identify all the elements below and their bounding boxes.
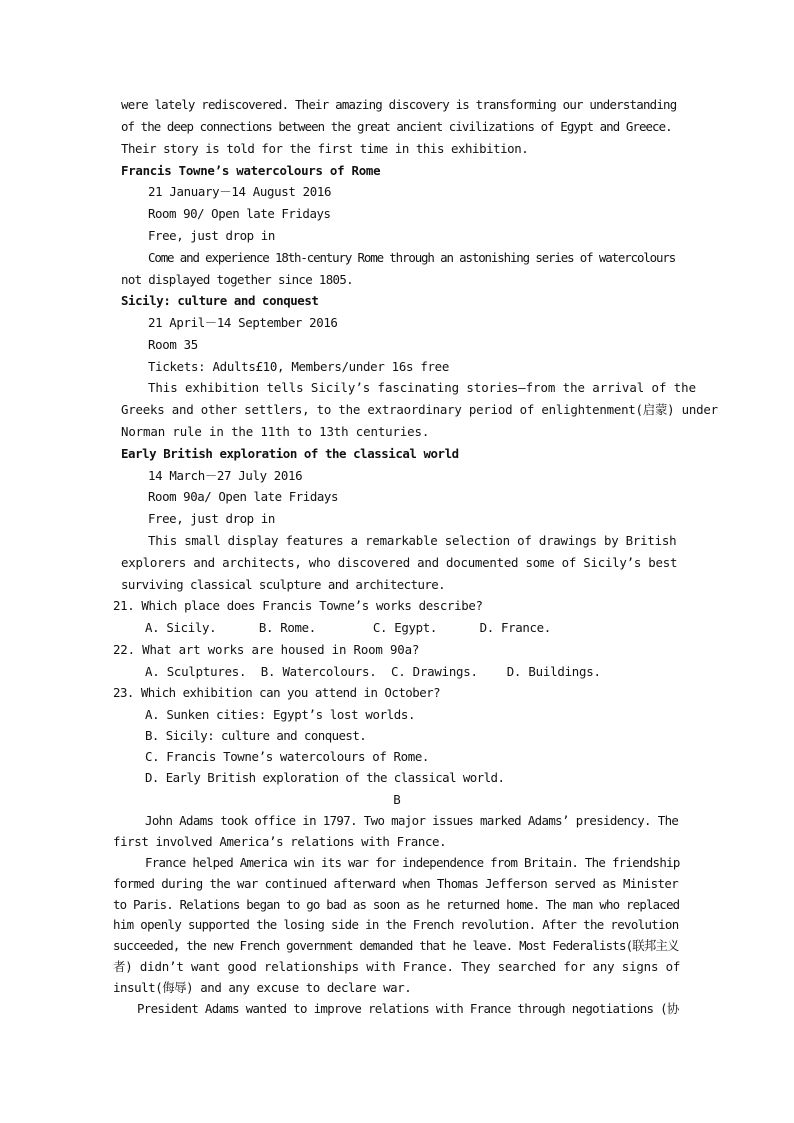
question-21-options: A. Sicily. B. Rome. C. Egypt. D. France. — [145, 620, 551, 635]
text-line: explorers and architects, who discovered and documented some of Sicily’s best — [121, 555, 678, 570]
text-line: 者) didn’t want good relationships with France. They searched for any signs of — [113, 959, 681, 974]
exhibition-room: Room 90/ Open late Fridays — [148, 206, 331, 221]
text-line: This exhibition tells Sicily’s fascinating stories—from the arrival of the — [148, 380, 696, 395]
exhibition-tickets: Tickets: Adults£10, Members/under 16s free — [148, 359, 450, 374]
exhibition-admission: Free, just drop in — [148, 228, 275, 243]
question-23-option-a: A. Sunken cities: Egypt’s lost worlds. — [145, 707, 416, 722]
question-23: 23. Which exhibition can you attend in October? — [113, 685, 441, 700]
text-line: succeeded, the new French government demanded that he leave. Most Federalists(联邦主义 — [113, 938, 679, 953]
question-23-option-c: C. Francis Towne’s watercolours of Rome. — [145, 749, 430, 764]
text-line: insult(侮辱) and any excuse to declare war. — [113, 980, 412, 995]
text-line: John Adams took office in 1797. Two major issues marked Adams’ presidency. The — [145, 813, 679, 828]
text-line: of the deep connections between the great ancient civilizations of Egypt and Greece. — [121, 119, 672, 134]
text-line: him openly supported the losing side in the French revolution. After the revolution — [113, 917, 679, 932]
section-heading: Sicily: culture and conquest — [121, 293, 319, 308]
section-heading: Francis Towne’s watercolours of Rome — [121, 163, 381, 178]
text-line: Norman rule in the 11th to 13th centuries. — [121, 424, 430, 439]
text-line: not displayed together since 1805. — [121, 272, 353, 287]
text-line: This small display features a remarkable selection of drawings by British — [148, 533, 677, 548]
text-line: France helped America win its war for independence from Britain. The friendship — [145, 855, 680, 870]
section-heading: Early British exploration of the classical world — [121, 446, 459, 461]
section-letter: B — [393, 792, 401, 807]
text-line: were lately rediscovered. Their amazing discovery is transforming our understanding — [121, 97, 677, 112]
exhibition-room: Room 35 — [148, 337, 198, 352]
exhibition-dates: 14 March－27 July 2016 — [148, 468, 303, 483]
text-line: President Adams wanted to improve relations with France through negotiations (协 — [137, 1001, 679, 1016]
exhibition-admission: Free, just drop in — [148, 511, 275, 526]
question-21: 21. Which place does Francis Towne’s works describe? — [113, 598, 483, 613]
text-line: Greeks and other settlers, to the extraordinary period of enlightenment(启蒙) under — [121, 402, 718, 417]
text-line: surviving classical sculpture and architecture. — [121, 577, 446, 592]
question-22: 22. What art works are housed in Room 90a? — [113, 642, 420, 657]
exhibition-dates: 21 April－14 September 2016 — [148, 315, 338, 330]
text-line: to Paris. Relations began to go bad as soon as he returned home. The man who replaced — [113, 897, 680, 912]
question-23-option-b: B. Sicily: culture and conquest. — [145, 728, 367, 743]
exhibition-room: Room 90a/ Open late Fridays — [148, 489, 338, 504]
exhibition-dates: 21 January－14 August 2016 — [148, 184, 332, 199]
question-23-option-d: D. Early British exploration of the classical world. — [145, 770, 505, 785]
text-line: Their story is told for the first time in this exhibition. — [121, 141, 529, 156]
text-line: Come and experience 18th-century Rome through an astonishing series of watercolours — [148, 250, 676, 265]
question-22-options: A. Sculptures. B. Watercolours. C. Drawings. D. Buildings. — [145, 664, 601, 679]
text-line: first involved America’s relations with France. — [113, 834, 447, 849]
text-line: formed during the war continued afterward when Thomas Jefferson served as Minister — [113, 876, 679, 891]
